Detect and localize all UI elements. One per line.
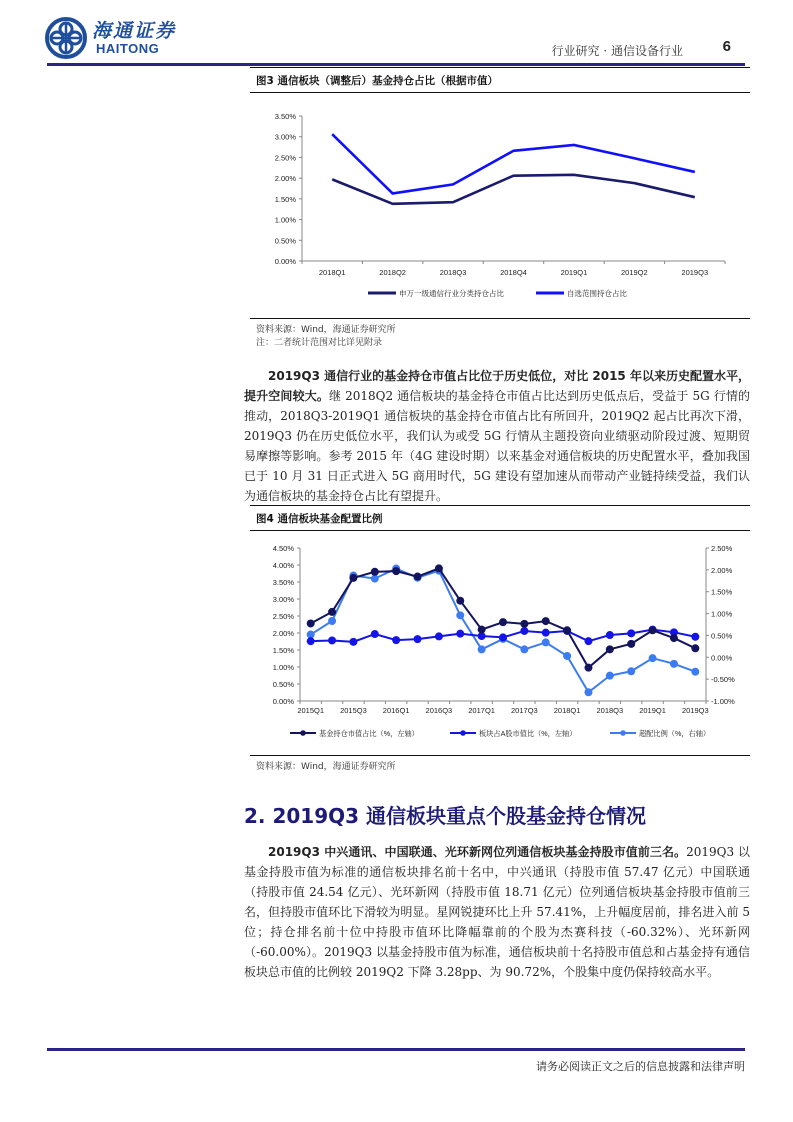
x-tick-label: 2017Q1: [468, 706, 495, 715]
figure3-title: 图3 通信板块（调整后）基金持仓占比（根据市值）: [256, 75, 498, 87]
figure4-bottom-rule: [250, 755, 750, 756]
breadcrumb: 行业研究 · 通信设备行业: [551, 44, 683, 58]
y-tick-label: 2.00%: [274, 174, 296, 184]
x-tick-label: 2019Q2: [621, 268, 648, 277]
right-tick-label: -1.00%: [711, 697, 735, 706]
data-point: [435, 564, 443, 572]
x-tick-label: 2018Q1: [553, 706, 581, 715]
data-point: [371, 568, 379, 576]
x-tick-label: 2019Q3: [681, 268, 709, 277]
data-point: [542, 629, 550, 637]
data-point: [328, 608, 336, 616]
data-point: [563, 626, 571, 634]
figure3-bottom-rule: [250, 318, 750, 319]
figure3-source: 资料来源：Wind，海通证券研究所: [256, 325, 396, 335]
haitong-logo: [44, 14, 194, 62]
figure4-title-rule: [250, 530, 750, 531]
data-point: [520, 645, 528, 653]
data-point: [478, 626, 486, 634]
data-point: [328, 617, 336, 625]
data-point: [584, 664, 592, 672]
paragraph-body: 继 2018Q2 通信板块的基金持仓市值占比达到历史低点后，受益于 5G 行情的推动，2018Q3-2019Q1 通信板块的基金持仓市值占比有所回升，2019Q2 起占比再次下滑，2019Q3 仍在历史低位水平，我们认为或受 5G 行情从主题投资向业绩驱动阶段过渡、短期贸易摩擦等影响。参考 2015 年（4G 建设时期）以来基金对通信板块的历史配置水平，叠加我国已于 10 月 31 日正式进入 5G 商用时代，5G 建设有望加速从而带动产业链持续受益，我们认为通信板块的基金持仓占比有望提升。: [244, 389, 750, 503]
x-tick-label: 2018Q2: [379, 268, 406, 277]
page-number: 6: [722, 38, 731, 55]
data-point: [478, 645, 486, 653]
figure3-note: 注：二者统计范围对比详见附录: [256, 338, 383, 348]
x-tick-label: 2018Q1: [318, 268, 346, 277]
data-point: [691, 644, 699, 652]
legend-label: 超配比例（%，右轴）: [639, 729, 711, 738]
data-point: [627, 640, 635, 648]
x-tick-label: 2018Q3: [439, 268, 467, 277]
data-point: [584, 637, 592, 645]
data-point: [499, 618, 507, 626]
x-tick-label: 2019Q1: [639, 706, 666, 715]
left-tick-label: 4.00%: [272, 561, 294, 570]
data-point: [691, 633, 699, 641]
data-point: [563, 652, 571, 660]
left-tick-label: 1.50%: [272, 646, 294, 655]
data-point: [542, 617, 550, 625]
data-point: [349, 638, 357, 646]
data-point: [307, 619, 315, 627]
right-tick-label: 2.50%: [711, 544, 733, 553]
x-tick-label: 2017Q3: [511, 706, 538, 715]
left-tick-label: 4.50%: [272, 544, 294, 553]
data-point: [542, 638, 550, 646]
logo-chinese-name: 海通证券: [92, 20, 177, 42]
x-tick-label: 2015Q3: [340, 706, 367, 715]
right-tick-label: 1.50%: [711, 587, 733, 597]
footer-disclaimer: 请务必阅读正文之后的信息披露和法律声明: [536, 1060, 745, 1073]
legend-label: 自选范围持仓占比: [567, 289, 627, 298]
paragraph-lead: 2019Q3 通信行业的基金持仓市值占比位于历史低位，对比 2015 年以来历史配置水平，提升空间较大。: [244, 369, 750, 403]
y-tick-label: 0.00%: [274, 257, 296, 266]
data-point: [328, 636, 336, 644]
x-tick-label: 2019Q1: [560, 268, 588, 277]
data-point: [456, 611, 464, 619]
y-tick-label: 3.50%: [274, 112, 296, 121]
right-tick-label: 0.00%: [711, 653, 733, 663]
series-line: [311, 568, 696, 667]
data-point: [649, 654, 657, 662]
data-point: [520, 627, 528, 635]
legend-label: 基金持仓市值占比（%，左轴）: [319, 729, 419, 738]
paragraph-fund-holdings: [244, 366, 750, 506]
paragraph-lead: 2019Q3 中兴通讯、中国联通、光环新网位列通信板块基金持股市值前三名。: [268, 845, 687, 859]
data-point: [606, 631, 614, 639]
y-tick-label: 3.00%: [274, 132, 296, 142]
left-tick-label: 0.00%: [272, 697, 294, 706]
x-tick-label: 2016Q3: [425, 706, 453, 715]
header-divider: [47, 63, 745, 66]
section-heading: 2. 2019Q3 通信板块重点个股基金持仓情况: [244, 804, 647, 828]
left-tick-label: 3.00%: [272, 595, 294, 604]
left-tick-label: 2.50%: [272, 612, 294, 621]
x-tick-label: 2018Q4: [500, 268, 527, 277]
data-point: [670, 660, 678, 668]
data-point: [435, 632, 443, 640]
data-point: [520, 620, 528, 628]
data-point: [606, 645, 614, 653]
right-tick-label: 1.00%: [711, 609, 733, 619]
logo-english-name: HAITONG: [96, 41, 160, 56]
data-point: [392, 636, 400, 644]
data-point: [392, 567, 400, 575]
figure3-title-rule: [250, 92, 750, 93]
figure4-chart: [250, 536, 750, 746]
footer-divider: [47, 1048, 745, 1051]
left-tick-label: 1.00%: [272, 663, 294, 672]
data-point: [627, 667, 635, 675]
figure3-chart: [250, 100, 750, 305]
data-point: [414, 573, 422, 581]
left-tick-label: 3.50%: [272, 578, 294, 587]
data-point: [584, 688, 592, 696]
data-point: [349, 574, 357, 582]
data-point: [456, 597, 464, 605]
x-tick-label: 2019Q3: [681, 706, 709, 715]
data-point: [627, 629, 635, 637]
x-tick-label: 2018Q3: [596, 706, 624, 715]
left-tick-label: 2.00%: [272, 629, 294, 638]
data-point: [649, 626, 657, 634]
data-point: [606, 672, 614, 680]
x-tick-label: 2016Q1: [382, 706, 410, 715]
figure3-top-rule: [250, 67, 750, 68]
y-tick-label: 0.50%: [274, 236, 296, 246]
data-point: [499, 633, 507, 641]
left-tick-label: 0.50%: [272, 680, 294, 689]
figure4-source: 资料来源：Wind，海通证券研究所: [256, 762, 396, 772]
y-tick-label: 1.50%: [274, 194, 296, 204]
paragraph-body: 2019Q3 以基金持股市值为标准的通信板块排名前十名中，中兴通讯（持股市值 57.47 亿元）中国联通（持股市值 24.54 亿元）、光环新网（持股市值 18.71 亿元）位列通信板块基金持股市值前三名，但持股市值环比下滑较为明显。星网锐捷环比上升 57.41%，上升幅度居前，排名进入前 5 位；持仓排名前十位中持股市值环比降幅靠前的个股为杰赛科技（-60.32%）、光环新网（-60.00%）。2019Q3 以基金持股市值为标准，通信板块前十名持股市值总和占基金持有通信板块总市值的比例较 2019Q2 下降 3.28pp、为 90.72%，个股集中度仍保持较高水平。: [244, 845, 750, 979]
legend-label: 板块占A股市值比（%，左轴）: [479, 729, 577, 738]
figure4-title: 图4 通信板块基金配置比例: [256, 513, 383, 525]
right-tick-label: 0.50%: [711, 631, 733, 641]
y-tick-label: 1.00%: [274, 215, 296, 225]
series-line: [311, 569, 696, 693]
figure4-top-rule: [250, 505, 750, 506]
data-point: [371, 630, 379, 638]
y-tick-label: 2.50%: [274, 153, 296, 163]
right-tick-label: 2.00%: [711, 565, 733, 575]
data-point: [691, 668, 699, 676]
haitong-logo-icon: [44, 16, 88, 60]
data-point: [307, 637, 315, 645]
paragraph-top-holdings: [244, 842, 750, 982]
data-point: [456, 630, 464, 638]
x-tick-label: 2015Q1: [297, 706, 325, 715]
data-point: [414, 635, 422, 643]
right-tick-label: -0.50%: [711, 675, 735, 685]
data-point: [670, 634, 678, 642]
legend-label: 申万一级通信行业分类持仓占比: [399, 289, 504, 298]
